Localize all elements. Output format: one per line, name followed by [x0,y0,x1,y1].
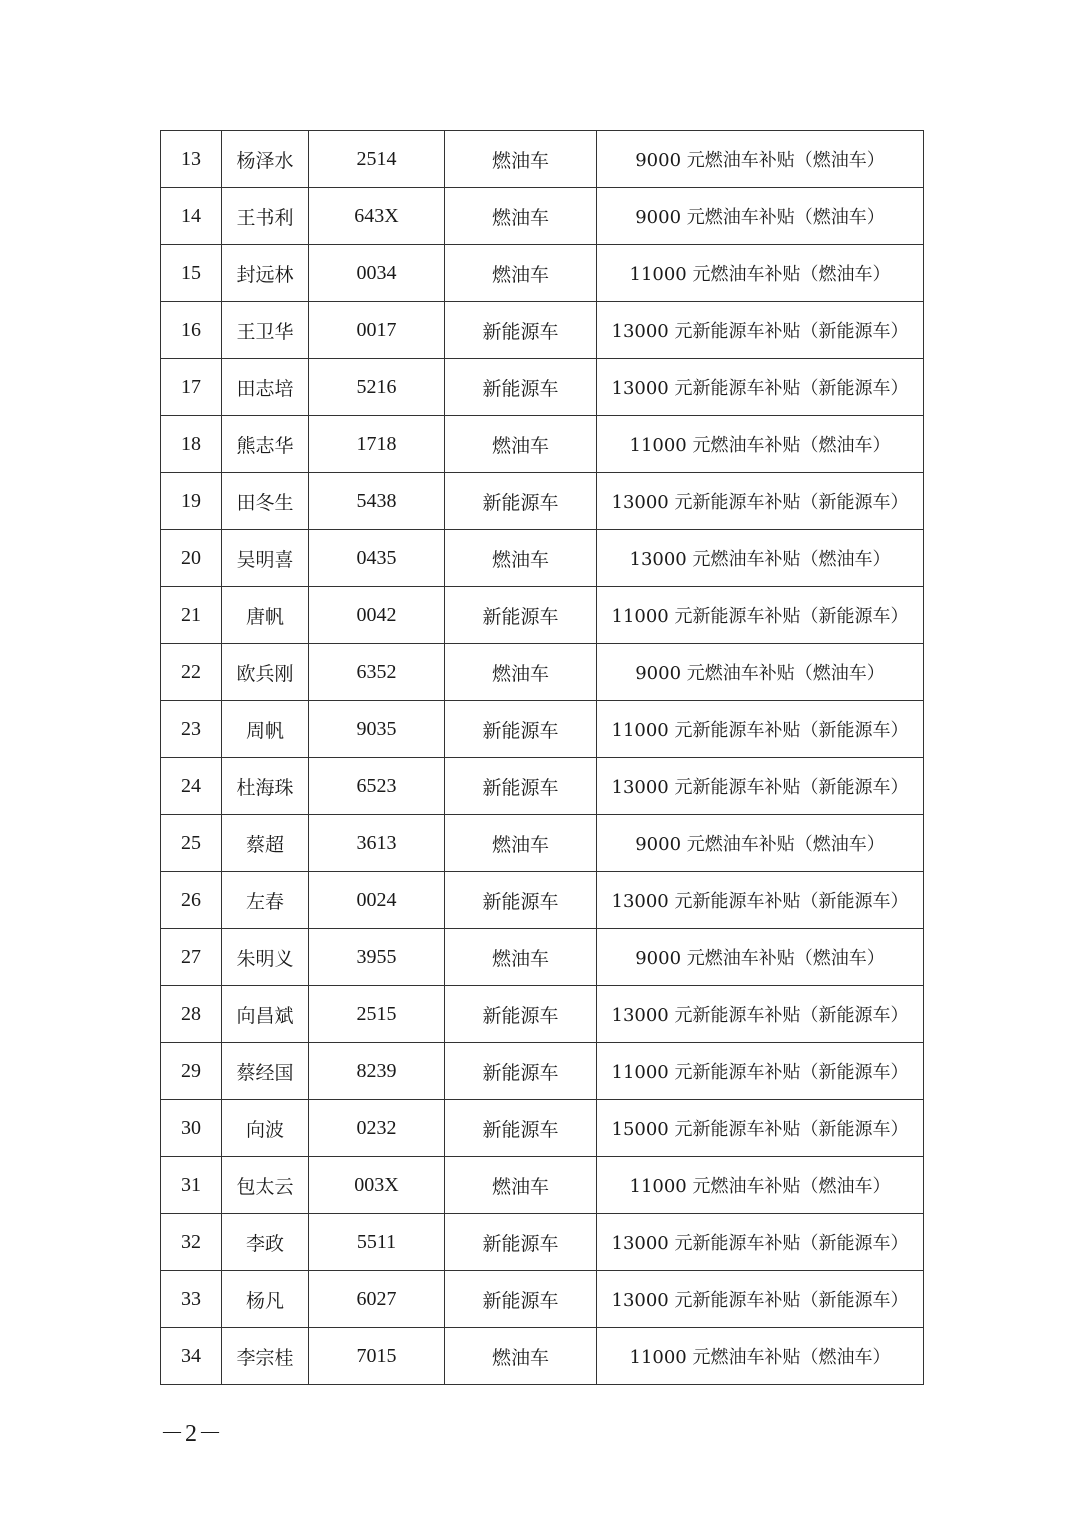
table-row [161,1043,924,1100]
cell-id-tail: 2515 [309,986,445,1043]
cell-subsidy: 13000 元新能源车补贴（新能源车） [597,1214,924,1271]
cell-name: 杜海珠 [222,758,309,815]
cell-vehicle-type: 新能源车 [445,1043,597,1100]
cell-seq: 17 [161,359,222,416]
cell-name: 杨凡 [222,1271,309,1328]
cell-id-tail: 643X [309,188,445,245]
cell-id-tail: 6523 [309,758,445,815]
cell-seq: 24 [161,758,222,815]
cell-seq: 16 [161,302,222,359]
cell-seq: 13 [161,131,222,188]
cell-subsidy: 11000 元燃油车补贴（燃油车） [597,245,924,302]
cell-subsidy: 11000 元新能源车补贴（新能源车） [597,1043,924,1100]
cell-subsidy: 9000 元燃油车补贴（燃油车） [597,188,924,245]
cell-name: 熊志华 [222,416,309,473]
cell-name: 吴明喜 [222,530,309,587]
cell-seq: 30 [161,1100,222,1157]
cell-vehicle-type: 新能源车 [445,986,597,1043]
cell-vehicle-type: 燃油车 [445,416,597,473]
page-number: －2－ [160,1421,223,1447]
cell-vehicle-type: 新能源车 [445,359,597,416]
cell-subsidy: 13000 元新能源车补贴（新能源车） [597,872,924,929]
cell-vehicle-type: 燃油车 [445,1328,597,1385]
table-row [161,929,924,986]
cell-name: 田冬生 [222,473,309,530]
table-row [161,530,924,587]
cell-name: 王卫华 [222,302,309,359]
cell-name: 封远林 [222,245,309,302]
cell-seq: 19 [161,473,222,530]
cell-id-tail: 5438 [309,473,445,530]
cell-name: 杨泽水 [222,131,309,188]
table-row [161,1271,924,1328]
cell-vehicle-type: 燃油车 [445,1157,597,1214]
table-row [161,1157,924,1214]
cell-seq: 33 [161,1271,222,1328]
cell-id-tail: 7015 [309,1328,445,1385]
cell-subsidy: 9000 元燃油车补贴（燃油车） [597,929,924,986]
cell-vehicle-type: 新能源车 [445,701,597,758]
table-row [161,587,924,644]
cell-vehicle-type: 新能源车 [445,758,597,815]
table-row [161,986,924,1043]
cell-id-tail: 3613 [309,815,445,872]
table-row [161,473,924,530]
cell-name: 李政 [222,1214,309,1271]
cell-id-tail: 1718 [309,416,445,473]
cell-subsidy: 11000 元燃油车补贴（燃油车） [597,1328,924,1385]
cell-subsidy: 9000 元燃油车补贴（燃油车） [597,131,924,188]
table-row [161,1100,924,1157]
cell-id-tail: 2514 [309,131,445,188]
cell-id-tail: 5216 [309,359,445,416]
cell-name: 田志培 [222,359,309,416]
cell-seq: 21 [161,587,222,644]
table-row [161,1328,924,1385]
cell-seq: 32 [161,1214,222,1271]
cell-seq: 26 [161,872,222,929]
cell-id-tail: 003X [309,1157,445,1214]
cell-subsidy: 15000 元新能源车补贴（新能源车） [597,1100,924,1157]
cell-id-tail: 0232 [309,1100,445,1157]
cell-vehicle-type: 新能源车 [445,872,597,929]
table-row [161,131,924,188]
cell-vehicle-type: 新能源车 [445,473,597,530]
cell-id-tail: 0034 [309,245,445,302]
table-row [161,1214,924,1271]
cell-id-tail: 6352 [309,644,445,701]
table-row [161,188,924,245]
cell-vehicle-type: 燃油车 [445,530,597,587]
cell-vehicle-type: 燃油车 [445,815,597,872]
cell-subsidy: 11000 元新能源车补贴（新能源车） [597,701,924,758]
cell-id-tail: 6027 [309,1271,445,1328]
cell-seq: 15 [161,245,222,302]
cell-id-tail: 9035 [309,701,445,758]
cell-vehicle-type: 新能源车 [445,1100,597,1157]
cell-vehicle-type: 新能源车 [445,587,597,644]
cell-seq: 23 [161,701,222,758]
table-row [161,245,924,302]
cell-subsidy: 13000 元新能源车补贴（新能源车） [597,758,924,815]
cell-name: 向昌斌 [222,986,309,1043]
cell-vehicle-type: 燃油车 [445,188,597,245]
cell-vehicle-type: 燃油车 [445,644,597,701]
table-row [161,416,924,473]
cell-name: 蔡经国 [222,1043,309,1100]
cell-subsidy: 11000 元燃油车补贴（燃油车） [597,416,924,473]
cell-subsidy: 13000 元新能源车补贴（新能源车） [597,1271,924,1328]
table-row [161,701,924,758]
cell-id-tail: 8239 [309,1043,445,1100]
table-row [161,644,924,701]
cell-seq: 28 [161,986,222,1043]
cell-vehicle-type: 燃油车 [445,245,597,302]
cell-seq: 31 [161,1157,222,1214]
cell-name: 王书利 [222,188,309,245]
cell-vehicle-type: 新能源车 [445,1271,597,1328]
cell-subsidy: 11000 元新能源车补贴（新能源车） [597,587,924,644]
cell-id-tail: 5511 [309,1214,445,1271]
cell-id-tail: 0435 [309,530,445,587]
cell-name: 包太云 [222,1157,309,1214]
subsidy-table [160,130,924,1385]
cell-seq: 25 [161,815,222,872]
cell-seq: 29 [161,1043,222,1100]
table-row [161,359,924,416]
table-row [161,872,924,929]
cell-name: 朱明义 [222,929,309,986]
cell-name: 蔡超 [222,815,309,872]
cell-vehicle-type: 新能源车 [445,302,597,359]
cell-subsidy: 13000 元新能源车补贴（新能源车） [597,359,924,416]
cell-subsidy: 13000 元新能源车补贴（新能源车） [597,302,924,359]
cell-seq: 27 [161,929,222,986]
cell-id-tail: 0017 [309,302,445,359]
cell-subsidy: 11000 元燃油车补贴（燃油车） [597,1157,924,1214]
cell-seq: 34 [161,1328,222,1385]
cell-subsidy: 13000 元燃油车补贴（燃油车） [597,530,924,587]
table-row [161,302,924,359]
cell-name: 李宗桂 [222,1328,309,1385]
cell-id-tail: 3955 [309,929,445,986]
cell-vehicle-type: 新能源车 [445,1214,597,1271]
cell-subsidy: 13000 元新能源车补贴（新能源车） [597,473,924,530]
cell-name: 唐帆 [222,587,309,644]
table-row [161,815,924,872]
table-row [161,758,924,815]
cell-name: 左春 [222,872,309,929]
cell-seq: 18 [161,416,222,473]
cell-vehicle-type: 燃油车 [445,131,597,188]
cell-vehicle-type: 燃油车 [445,929,597,986]
cell-seq: 20 [161,530,222,587]
cell-seq: 22 [161,644,222,701]
cell-subsidy: 9000 元燃油车补贴（燃油车） [597,815,924,872]
cell-id-tail: 0042 [309,587,445,644]
cell-name: 向波 [222,1100,309,1157]
cell-subsidy: 13000 元新能源车补贴（新能源车） [597,986,924,1043]
cell-seq: 14 [161,188,222,245]
cell-id-tail: 0024 [309,872,445,929]
cell-name: 欧兵刚 [222,644,309,701]
cell-subsidy: 9000 元燃油车补贴（燃油车） [597,644,924,701]
table-body [161,131,924,1385]
cell-name: 周帆 [222,701,309,758]
